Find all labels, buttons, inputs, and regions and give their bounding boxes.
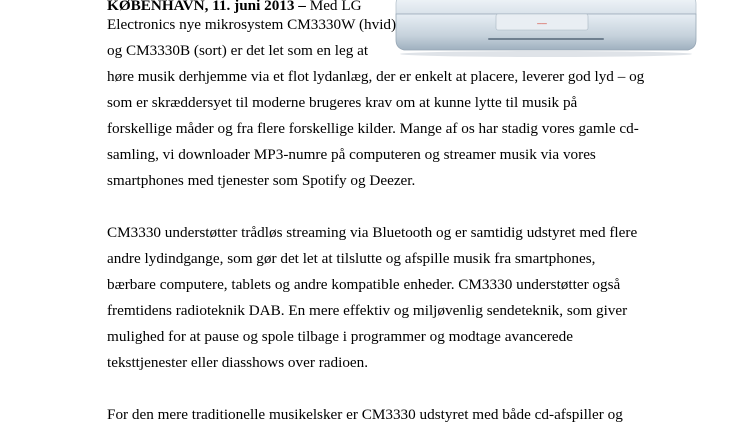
paragraph1-line: og CM3330B (sort) er det let som en leg at — [107, 42, 369, 59]
paragraph1-line: Electronics nye mikrosystem CM3330W (hvid) — [107, 16, 397, 33]
paragraph1-line: samling, vi downloader MP3-numre på computeren og streamer musik via vores — [107, 146, 596, 163]
paragraph2-line: CM3330 understøtter trådløs streaming via Bluetooth og er samtidig udstyret med flere — [107, 224, 638, 241]
paragraph2-line: mulighed for at pause og spole tilbage i programmer og modtage avancerede — [107, 328, 574, 345]
paragraph1-line: som er skræddersyet til moderne brugeres krav om at kunne lytte til musik på — [107, 94, 578, 111]
paragraph2-line: fremtidens radioteknik DAB. En mere effektiv og miljøvenlig sendeteknik, som giver — [107, 302, 628, 319]
paragraph1-line: høre musik derhjemme via et flot lydanlæg, der er enkelt at placere, leverer god lyd – og — [107, 68, 645, 85]
lead-line — [107, 0, 362, 15]
paragraph2-line: andre lydindgange, som gør det let at tilslutte og afspille musik fra smartphones, — [107, 250, 596, 267]
paragraph3-line: For den mere traditionelle musikelsker er CM3330 udstyret med både cd-afspiller og — [107, 406, 623, 423]
display-readout: —— — [537, 19, 547, 28]
dateline: KØBENHAVN, 11. juni 2013 – — [107, 0, 306, 14]
lead-text: Med LG — [305, 0, 362, 14]
paragraph2-line: bærbare computere, tablets og andre kompatible enheder. CM3330 understøtter også — [107, 276, 621, 293]
paragraph2-line: teksttjenester eller diasshows over radioen. — [107, 354, 369, 371]
paragraph1-line: forskellige måder og fra flere forskellige kilder. Mange af os har stadig vores gamle cd- — [107, 120, 639, 137]
product-image — [392, 0, 700, 60]
paragraph1-line: smartphones med tjenester som Spotify og Deezer. — [107, 172, 416, 189]
